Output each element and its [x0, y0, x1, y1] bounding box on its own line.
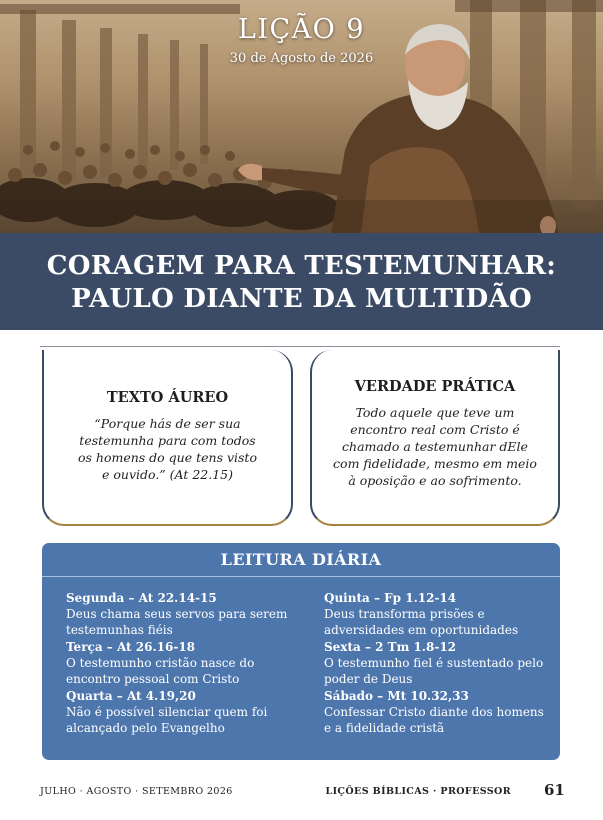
lesson-title [0, 250, 603, 316]
verdade-pratica-text: Todo aquele que teve um encontro real com Cristo é chamado a testemunhar dEle com fidelidade, mesmo em meio à oposição e ao sofrimento. [333, 405, 537, 488]
reading-description: O testemunho fiel é sustentado pelo poder de Deus [324, 656, 544, 686]
reading-entry-quinta [324, 590, 552, 638]
texto-aureo-box [42, 350, 293, 526]
reading-entry-sexta [324, 639, 552, 687]
lesson-date: 30 de Agosto de 2026 [229, 51, 374, 66]
reading-reference: Sábado – Mt 10.32,33 [324, 689, 469, 703]
reading-description: O testemunho cristão nasce do encontro pessoal com Cristo [66, 656, 255, 686]
reading-description: Confessar Cristo diante dos homens e a fidelidade cristã [324, 705, 544, 735]
texto-aureo-heading: TEXTO ÁUREO [106, 389, 229, 406]
reading-reference: Sexta – 2 Tm 1.8-12 [324, 640, 457, 654]
reading-entry-segunda [66, 590, 308, 638]
reading-entry-terca [66, 639, 308, 687]
reading-description: Não é possível silenciar quem foi alcançado pelo Evangelho [66, 705, 268, 735]
verdade-pratica-heading: VERDADE PRÁTICA [354, 378, 516, 395]
footer-publication: LIÇÕES BÍBLICAS · PROFESSOR [325, 786, 511, 797]
reading-entry-sabado [324, 688, 552, 736]
verdade-pratica-box [310, 350, 560, 526]
divider [42, 576, 560, 577]
reading-reference: Quarta – At 4.19,20 [66, 689, 196, 703]
reading-column-right [324, 590, 552, 737]
reading-reference: Terça – At 26.16-18 [66, 640, 196, 654]
leitura-diaria-heading: LEITURA DIÁRIA [220, 550, 382, 569]
reading-description: Deus chama seus servos para serem testemunhas fiéis [66, 607, 288, 637]
reading-reference: Segunda – At 22.14-15 [66, 591, 217, 605]
lesson-title-line1: CORAGEM PARA TESTEMUNHAR: [46, 251, 557, 281]
reading-description: Deus transforma prisões e adversidades em oportunidades [324, 607, 519, 637]
reading-column-left [66, 590, 308, 737]
hero-illustration [0, 0, 603, 240]
texto-aureo-text: “Porque hás de ser sua testemunha para com todos os homens do que tens visto e ouvido.” (At 22.15) [78, 416, 257, 482]
reading-reference: Quinta – Fp 1.12-14 [324, 591, 457, 605]
lesson-number: LIÇÃO 9 [237, 14, 366, 45]
page-number: 61 [544, 781, 565, 799]
divider [40, 346, 560, 347]
reading-entry-quarta [66, 688, 308, 736]
lesson-title-line2: PAULO DIANTE DA MULTIDÃO [71, 284, 532, 314]
footer-period: JULHO · AGOSTO · SETEMBRO 2026 [40, 786, 233, 797]
leitura-diaria-panel [42, 543, 560, 760]
